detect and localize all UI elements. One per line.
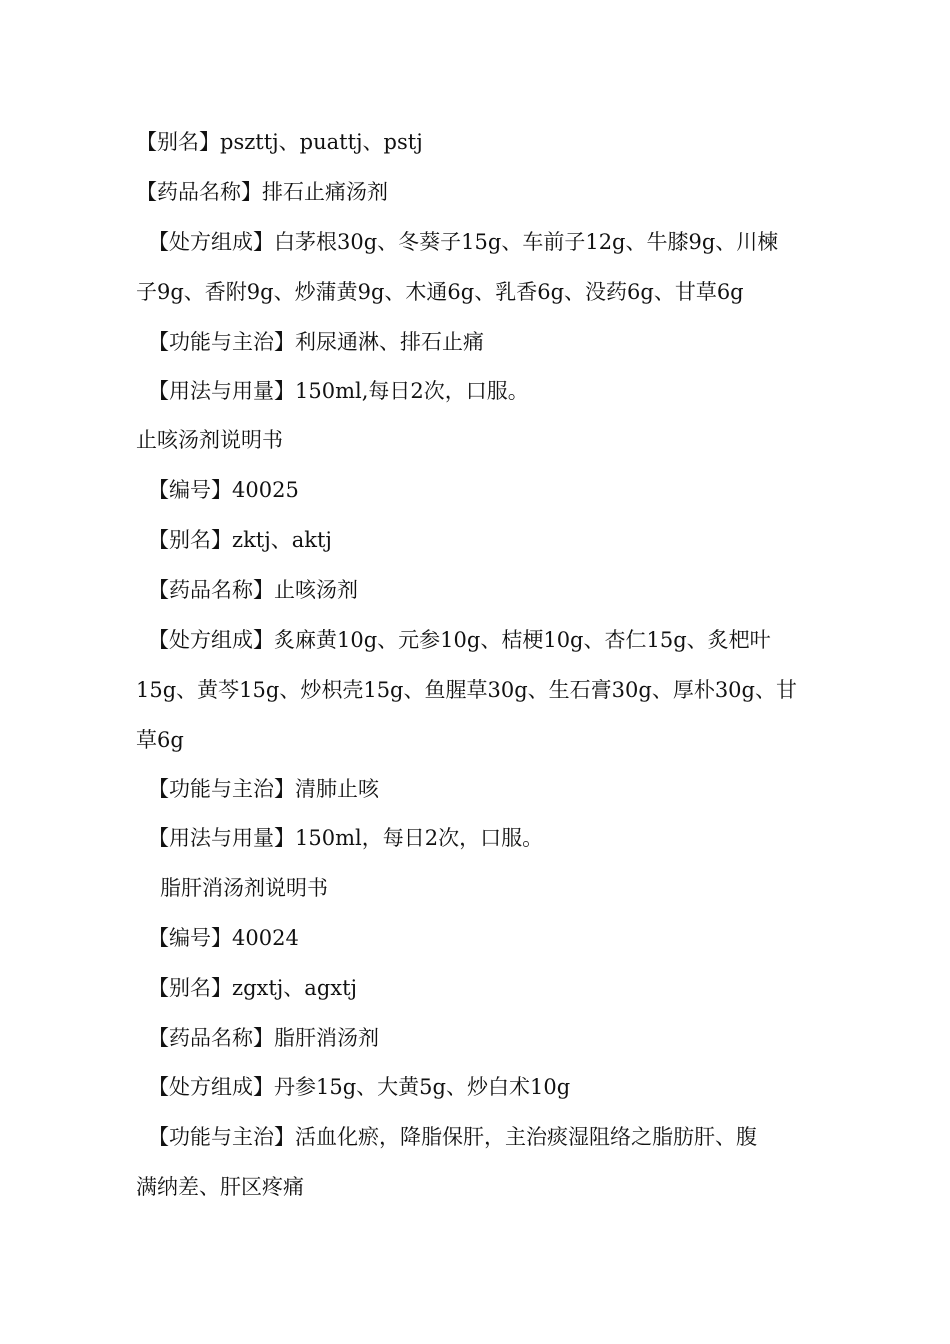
prescription-line-2a: 【处方组成】炙麻黄10g、元参10g、桔梗10g、杏仁15g、炙杷叶 [148,628,771,652]
function-line-1: 【功能与主治】利尿通淋、排石止痛 [148,330,484,354]
prescription-line-2b: 15g、黄芩15g、炒枳壳15g、鱼腥草30g、生石膏30g、厚朴30g、甘 [136,678,797,702]
section-title-cough: 止咳汤剂说明书 [136,428,283,452]
prescription-line-1a: 【处方组成】白茅根30g、冬葵子15g、车前子12g、牛膝9g、川楝 [148,230,779,254]
alias-line-2: 【别名】zktj、aktj [148,528,332,552]
prescription-line-1b: 子9g、香附9g、炒蒲黄9g、木通6g、乳香6g、没药6g、甘草6g [136,280,744,304]
function-line-3a: 【功能与主治】活血化瘀，降脂保肝，主治痰湿阻络之脂肪肝、腹 [148,1125,757,1149]
function-line-2: 【功能与主治】清肺止咳 [148,777,379,801]
alias-line-1: 【别名】pszttj、puattj、pstj [136,130,423,154]
drug-name-line-3: 【药品名称】脂肝消汤剂 [148,1026,379,1050]
number-line-3: 【编号】40024 [148,926,299,950]
function-line-3b: 满纳差、肝区疼痛 [136,1175,304,1199]
prescription-line-2c: 草6g [136,728,184,752]
drug-name-line-2: 【药品名称】止咳汤剂 [148,578,358,602]
usage-line-2: 【用法与用量】150ml，每日2次，口服。 [148,826,544,850]
drug-name-line-1: 【药品名称】排石止痛汤剂 [136,180,388,204]
prescription-line-3: 【处方组成】丹参15g、大黄5g、炒白术10g [148,1075,571,1099]
section-title-fatty-liver: 脂肝消汤剂说明书 [160,876,328,900]
usage-line-1: 【用法与用量】150ml,每日2次，口服。 [148,379,529,403]
number-line-2: 【编号】40025 [148,478,299,502]
alias-line-3: 【别名】zgxtj、agxtj [148,976,358,1000]
